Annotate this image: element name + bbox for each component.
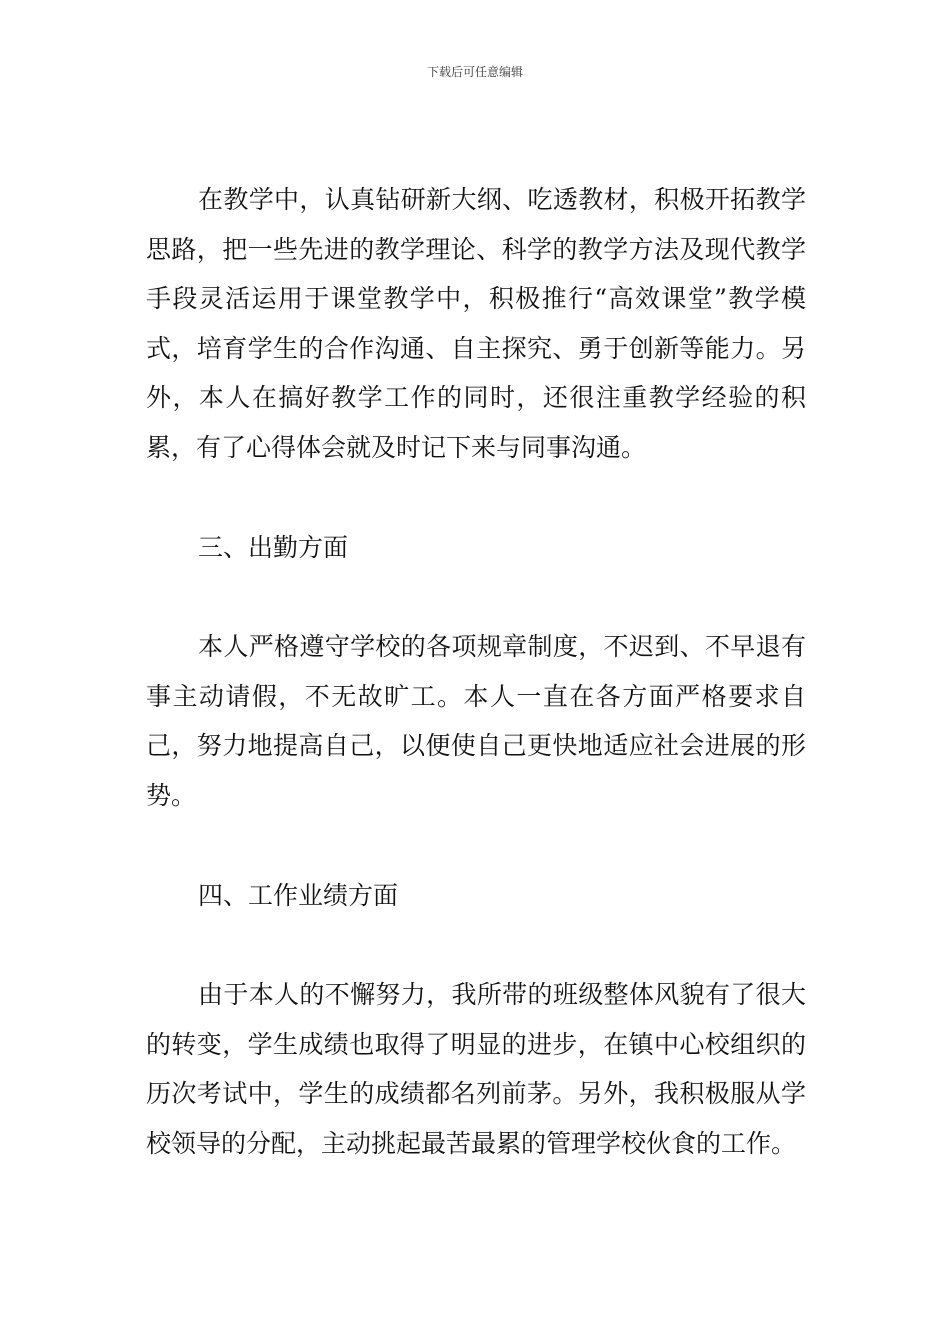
paragraph-teaching: 在教学中，认真钻研新大纲、吃透教材，积极开拓教学思路，把一些先进的教学理论、科学的教学方法及现代教学手段灵活运用于课堂教学中，积极推行“高效课堂”教学模式，培育学生的合作沟通、自主探究、勇于创新等能力。另外，本人在搞好教学工作的同时，还很注重教学经验的积累，有了心得体会就及时记下来与同事沟通。: [146, 185, 806, 462]
paragraph-spacer: [146, 821, 806, 871]
section-heading-attendance: 三、出勤方面: [198, 532, 349, 562]
paragraph-attendance: 本人严格遵守学校的各项规章制度，不迟到、不早退有事主动请假，不无故旷工。本人一直在各方面严格要求自己，努力地提高自己，以便使自己更快地适应社会进展的形势。: [146, 632, 806, 810]
paragraph-spacer: [146, 473, 806, 523]
document-body: [146, 175, 806, 1169]
section-heading-performance: 四、工作业绩方面: [198, 880, 399, 910]
paragraph-spacer: [146, 920, 806, 970]
paragraph-performance: 由于本人的不懈努力，我所带的班级整体风貌有了很大的转变，学生成绩也取得了明显的进步，在镇中心校组织的历次考试中，学生的成绩都名列前茅。另外，我积极服从学校领导的分配，主动挑起最苦最累的管理学校伙食的工作。: [146, 980, 806, 1158]
paragraph-spacer: [146, 572, 806, 622]
page-header-note: 下载后可任意编辑: [426, 65, 523, 79]
